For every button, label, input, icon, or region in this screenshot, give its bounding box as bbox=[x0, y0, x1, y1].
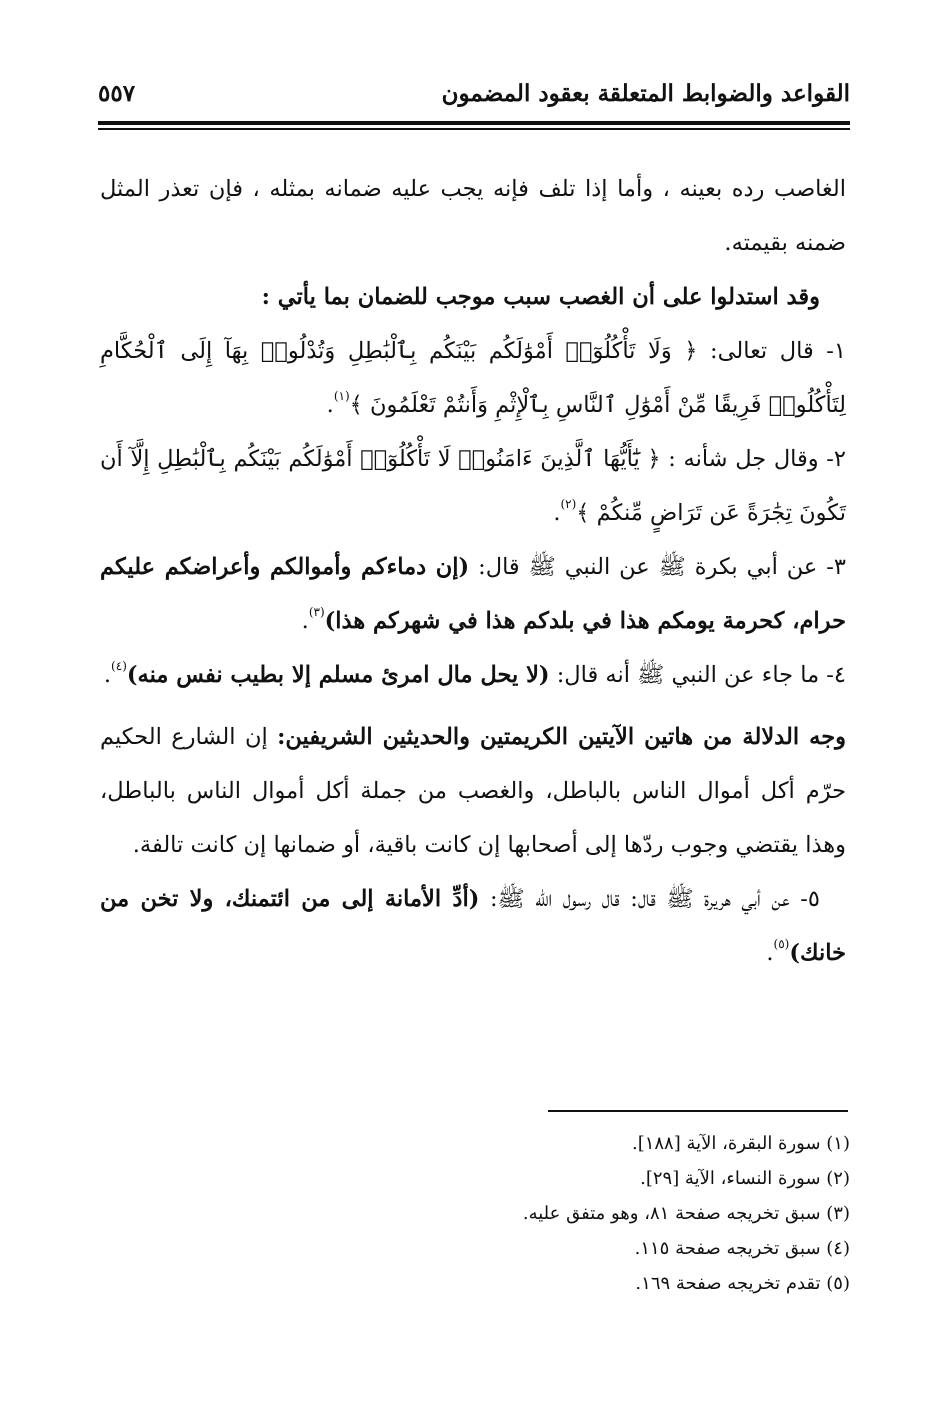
quran-verse: ﴿ يَٰٓأَيُّهَا ٱلَّذِينَ ءَامَنُوا۟ لَا تَأْكُلُوٓا۟ أَمْوَٰلَكُم بَيْنَكُم بِٱلْبَٰطِلِ إِلَّآ أَن تَكُونَ تِجَٰرَةً عَن تَرَاضٍ مِّنكُمْ ﴾ bbox=[100, 446, 846, 526]
main-text bbox=[100, 162, 846, 980]
item-tail: . bbox=[553, 500, 561, 526]
hadith-text: (لا يحل مال امرئ مسلم إلا بطيب نفس منه) bbox=[126, 662, 550, 688]
evidence-item-5 bbox=[100, 872, 846, 980]
header-rule-thin bbox=[98, 128, 850, 130]
footnote-5: (٥) تقدم تخريجه صفحة ١٦٩. bbox=[635, 1273, 850, 1294]
item-lead: ٣- عن أبي بكرة ﷺ عن النبي ﷺ قال: bbox=[469, 554, 846, 580]
footnote-ref: (٥) bbox=[773, 937, 790, 951]
evidence-item-1 bbox=[100, 324, 846, 432]
footnote-1: (١) سورة البقرة، الآية [١٨٨]. bbox=[631, 1133, 850, 1154]
page-header bbox=[98, 78, 850, 118]
footnotes bbox=[300, 1126, 850, 1301]
item-lead: ٤- ما جاء عن النبي ﷺ أنه قال: bbox=[549, 662, 846, 688]
item-tail: . bbox=[301, 608, 309, 634]
item-lead: ٥- عن أبي هريرة ﷺ قال: قال رسول الله ﷺ: bbox=[479, 886, 820, 912]
footnote-ref: (٢) bbox=[560, 497, 577, 511]
paragraph-ghasib: الغاصب رده بعينه ، وأما إذا تلف فإنه يجب عليه ضمانه بمثله ، فإن تعذر المثل ضمنه بقيمته. bbox=[100, 176, 846, 256]
footnote-3: (٣) سبق تخريجه صفحة ٨١، وهو متفق عليه. bbox=[522, 1203, 850, 1224]
item-tail: . bbox=[766, 940, 774, 966]
header-rule-thick bbox=[98, 121, 850, 125]
hadith-text: (إن دماءكم وأموالكم وأعراضكم عليكم حرام، كحرمة يومكم هذا في بلدكم هذا في شهركم هذا) bbox=[100, 554, 846, 634]
paragraph-evidence-explanation bbox=[100, 710, 846, 872]
explanation-heading: وجه الدلالة من هاتين الآيتين الكريمتين والحديثين الشريفين: bbox=[277, 724, 846, 750]
paragraph-evidence-intro: وقد استدلوا على أن الغصب سبب موجب للضمان بما يأتي : bbox=[261, 284, 820, 310]
page-number: ٥٥٧ bbox=[98, 80, 136, 107]
item-tail: . bbox=[326, 392, 334, 418]
running-title: القواعد والضوابط المتعلقة بعقود المضمون bbox=[441, 80, 850, 107]
quran-verse: ﴿ وَلَا تَأْكُلُوٓا۟ أَمْوَٰلَكُم بَيْنَكُم بِٱلْبَٰطِلِ وَتُدْلُوا۟ بِهَآ إِلَى ٱلْحُكَّامِ لِتَأْكُلُوا۟ فَرِيقًا مِّنْ أَمْوَٰلِ ٱلنَّاسِ بِٱلْإِثْمِ وَأَنتُمْ تَعْلَمُونَ ﴾ bbox=[100, 338, 846, 418]
footnote-separator bbox=[548, 1110, 848, 1112]
footnote-ref: (٣) bbox=[308, 605, 325, 619]
evidence-item-2 bbox=[100, 432, 846, 540]
footnote-ref: (١) bbox=[333, 389, 350, 403]
evidence-item-3 bbox=[100, 540, 846, 648]
explanation-text: إن الشارع الحكيم حرّم أكل أموال الناس بالباطل، والغصب من جملة أكل أموال الناس بالباطل، وهذا يقتضي وجوب ردّها إلى أصحابها إن كانت باقية، أو ضمانها إن كانت تالفة. bbox=[100, 724, 846, 858]
evidence-item-4 bbox=[100, 648, 846, 702]
footnote-4: (٤) سبق تخريجه صفحة ١١٥. bbox=[634, 1238, 850, 1259]
item-lead: ٢- وقال جل شأنه : bbox=[660, 446, 846, 472]
item-lead: ١- قال تعالى: bbox=[697, 338, 846, 364]
item-tail: . bbox=[103, 662, 112, 688]
hadith-text: (أدِّ الأمانة إلى من ائتمنك، ولا تخن من خانك) bbox=[100, 886, 846, 966]
footnote-ref: (٤) bbox=[111, 659, 127, 673]
footnote-2: (٢) سورة النساء، الآية [٢٩]. bbox=[640, 1168, 850, 1189]
